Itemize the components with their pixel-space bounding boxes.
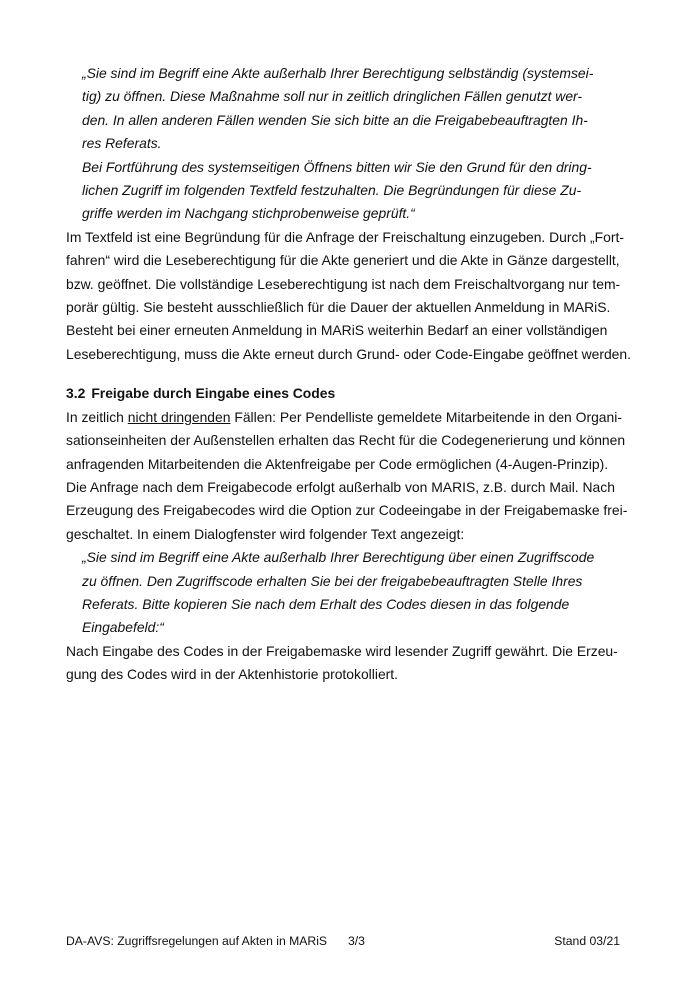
footer-document-title: DA-AVS: Zugriffsregelungen auf Akten in MARiS: [66, 934, 328, 948]
paragraph-line: bzw. geöffnet. Die vollständige Leseberechtigung ist nach dem Freischaltvorgang nur tem-: [66, 275, 621, 292]
section-heading: [66, 382, 634, 405]
quote-line: zu öffnen. Den Zugriffscode erhalten Sie bei der freigabebeauftragten Stelle Ihres: [82, 572, 583, 589]
paragraph-code-freigabe: [66, 406, 634, 546]
footer-page-number: 3/3: [348, 934, 365, 948]
underlined-emphasis: nicht dringenden: [127, 408, 231, 425]
paragraph-line: sationseinheiten der Außenstellen erhalten das Recht für die Codegenerierung und können: [66, 432, 626, 449]
paragraph-line: Besteht bei einer erneuten Anmeldung in MARiS weiterhin Bedarf an einer vollständigen: [66, 322, 608, 339]
paragraph-line: Leseberechtigung, muss die Akte erneut durch Grund- oder Code-Eingabe geöffnet werden.: [66, 345, 631, 362]
paragraph-line: Erzeugung des Freigabecodes wird die Option zur Codeeingabe in der Freigabemaske frei-: [66, 502, 628, 519]
quote-line: „Sie sind im Begriff eine Akte außerhalb Ihrer Berechtigung über einen Zugriffscode: [82, 549, 595, 566]
paragraph-line: geschaltet. In einem Dialogfenster wird folgender Text angezeigt:: [66, 525, 465, 542]
section-number: 3.2: [66, 385, 86, 402]
quote-line: tig) zu öffnen. Diese Maßnahme soll nur in zeitlich dringlichen Fällen genutzt wer-: [82, 88, 583, 105]
dialog-quote-systemseitig: [82, 62, 634, 226]
paragraph-line: anfragenden Mitarbeitenden die Aktenfreigabe per Code ermöglichen (4-Augen-Prinzip).: [66, 455, 609, 472]
paragraph-line: Im Textfeld ist eine Begründung für die Anfrage der Freischaltung einzugeben. Durch „Fort-: [66, 228, 624, 245]
quote-line: Bei Fortführung des systemseitigen Öffnens bitten wir Sie den Grund für den dring-: [82, 158, 592, 175]
quote-line: den. In allen anderen Fällen wenden Sie sich bitte an die Freigabebeauftragten Ih-: [82, 111, 588, 128]
quote-line: Referats. Bitte kopieren Sie nach dem Erhalt des Codes diesen in das folgende: [82, 595, 570, 612]
paragraph-textfeld: [66, 226, 634, 366]
quote-line: griffe werden im Nachgang stichprobenweise geprüft.“: [82, 205, 415, 222]
paragraph-line: porär gültig. Sie besteht ausschließlich für die Dauer der aktuellen Anmeldung in MARiS.: [66, 299, 611, 316]
quote-line: Eingabefeld:“: [82, 619, 164, 636]
page-body: [66, 62, 634, 687]
paragraph-line: Die Anfrage nach dem Freigabecode erfolgt außerhalb von MARIS, z.B. durch Mail. Nach: [66, 478, 615, 495]
line-prefix: In zeitlich: [66, 408, 128, 425]
quote-line: „Sie sind im Begriff eine Akte außerhalb Ihrer Berechtigung selbständig (systemsei-: [82, 65, 594, 81]
dialog-quote-zugriffscode: [82, 546, 634, 640]
footer-version: Stand 03/21: [554, 934, 620, 948]
line-suffix: Fällen: Per Pendelliste gemeldete Mitarbeitende in den Organi-: [230, 408, 622, 425]
paragraph-line: [66, 406, 634, 429]
paragraph-line: Nach Eingabe des Codes in der Freigabemaske wird lesender Zugriff gewährt. Die Erzeu-: [66, 642, 618, 659]
section-title: Freigabe durch Eingabe eines Codes: [91, 385, 336, 402]
quote-line: lichen Zugriff im folgenden Textfeld festzuhalten. Die Begründungen für diese Zu-: [82, 182, 582, 199]
paragraph-line: gung des Codes wird in der Aktenhistorie protokolliert.: [66, 666, 399, 683]
quote-line: res Referats.: [82, 135, 162, 152]
paragraph-protokoll: [66, 640, 634, 687]
paragraph-line: fahren“ wird die Leseberechtigung für die Akte generiert und die Akte in Gänze dargestellt,: [66, 252, 620, 269]
